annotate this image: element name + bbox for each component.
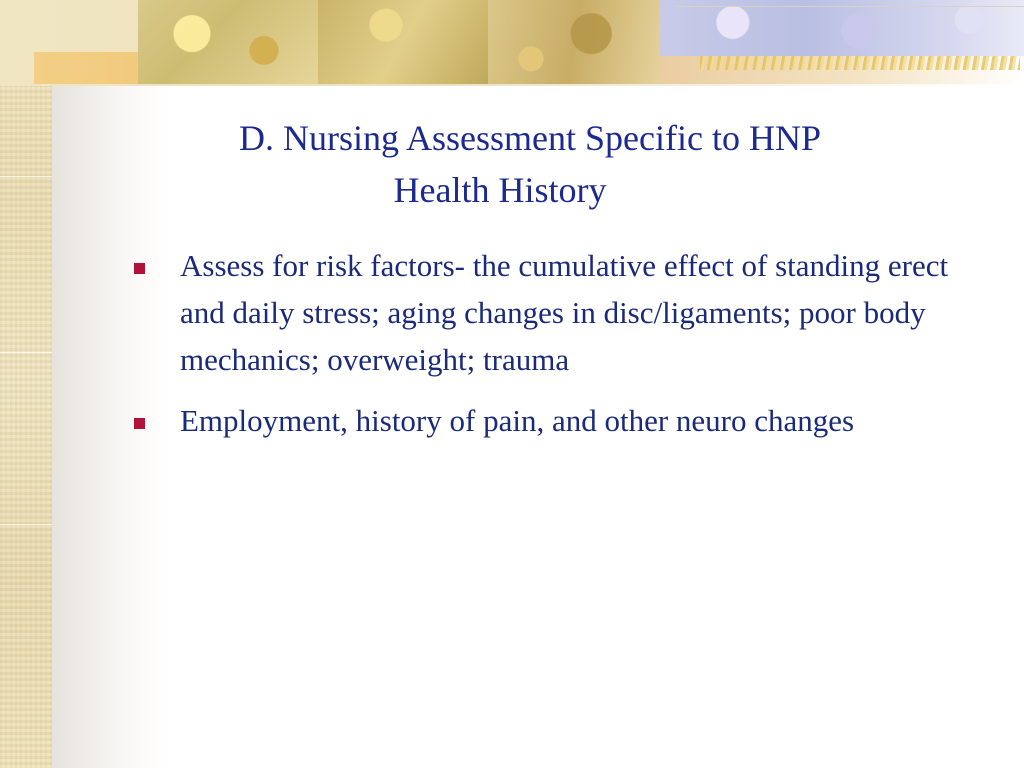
top-decorative-banner: [0, 0, 1024, 86]
left-decorative-strip: [0, 0, 58, 768]
bullet-list: [132, 242, 972, 458]
bullet-text: Employment, history of pain, and other neuro changes: [180, 403, 855, 438]
strip-divider: [0, 524, 58, 525]
list-item: [132, 242, 972, 383]
banner-rule: [676, 6, 1024, 7]
banner-leaf-tile: [318, 0, 488, 84]
square-bullet-icon: [134, 263, 145, 274]
strip-divider: [0, 352, 58, 353]
square-bullet-icon: [134, 418, 145, 429]
slide-title: [140, 112, 920, 216]
slide-title-line-1: D. Nursing Assessment Specific to HNP: [239, 118, 821, 158]
banner-wheat-pattern: [700, 56, 1020, 70]
banner-leaf-tile: [138, 0, 318, 84]
strip-divider: [0, 176, 58, 177]
slide-title-line-2: Health History: [393, 170, 607, 210]
banner-blue-floral-tile: [660, 0, 1024, 56]
list-item: [132, 397, 972, 444]
bullet-text: Assess for risk factors- the cumulative effect of standing erect and daily stress; aging changes in disc/ligaments; poor body mechanics; overweight; trauma: [180, 248, 949, 377]
banner-leaf-tile: [488, 0, 660, 84]
